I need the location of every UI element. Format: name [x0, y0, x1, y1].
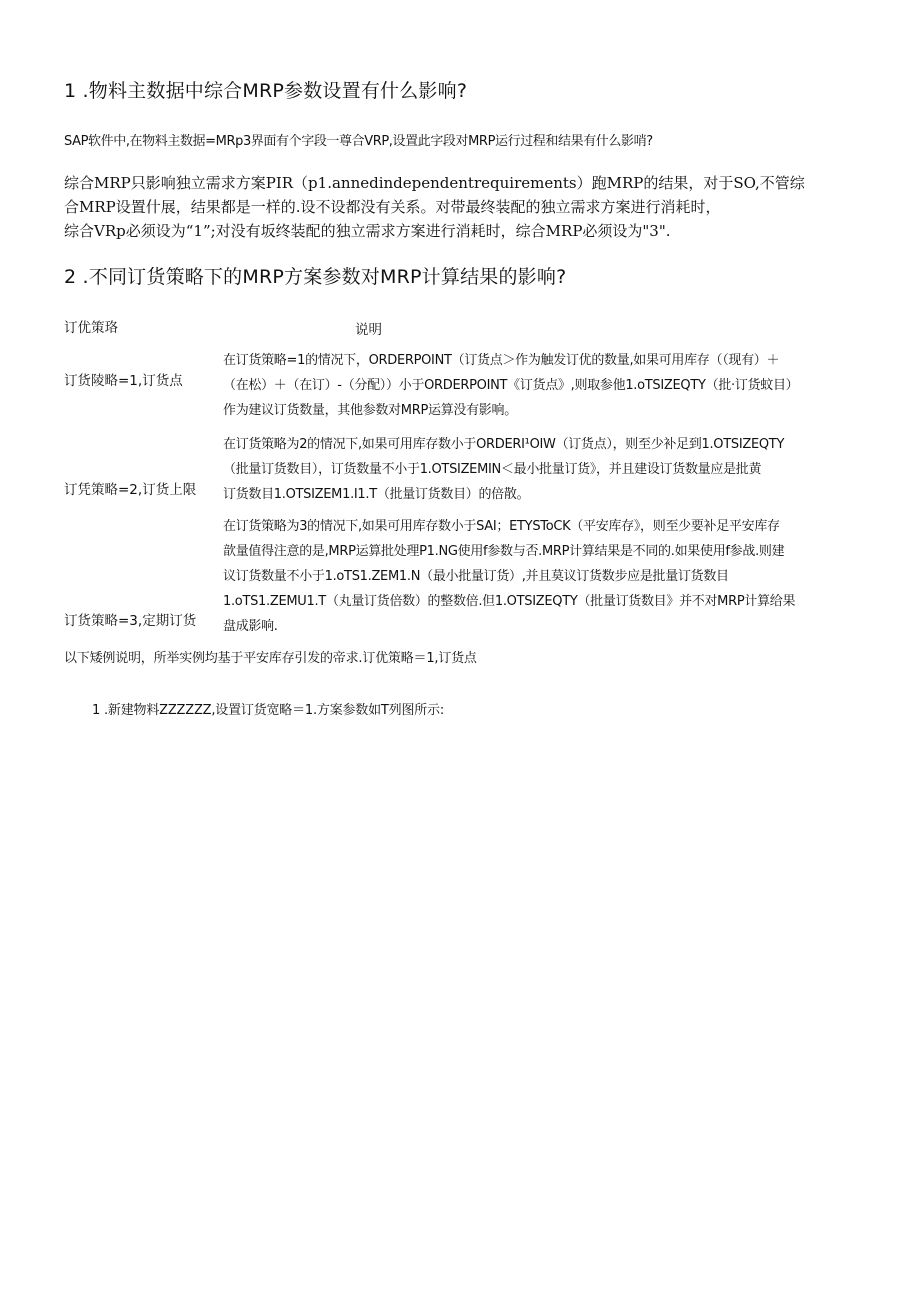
step-1: 1 .新建物料ZZZZZZ,设置订货宽略＝1.方案参数如T列图所示:	[92, 703, 445, 718]
table-row-description-line: 1.oTS1.ZEMU1.T（丸量订货倍数）的整数倍.但1.OTSIZEQTY（批量订货数目》并不对MRP计算给果	[223, 594, 796, 609]
table-row-description-line: 订货数目1.OTSIZEM1.I1.T（批量订货数目）的倍散。	[223, 487, 530, 502]
table-row-description-line: （批量订货数目），订货数量不小于1.OTSIZEMIN＜最小批量订货》，并且建设订货数量应是批黄	[223, 462, 762, 477]
table-row-description-line: 在订货策略为2的情况下,如果可用库存数小于ORDERI¹OIW（订货点），则至少补足到1.OTSIZEQTY	[223, 437, 785, 452]
answer-1-line: 合MRP设置什展，结果都是一样的.设不设都没有关系。对带最终装配的独立需求方案进行消耗时，	[64, 198, 721, 216]
table-row-description-line: 歆量值得注意的是,MRP运算批处理P1.NG使用f参数与否.MRP计算结果是不同的.如果使用f参战.则建	[223, 544, 785, 559]
table-row-description-line: 议订货数量不小于1.oTS1.ZEM1.N（最小批量订货）,并且莫议订货数步应是批量订货数目	[223, 569, 729, 584]
table-row-description-line: 作为建议订货数量，其他参数对MRP运算没有影响。	[223, 403, 517, 418]
table-row-description-line: 盘成影响.	[223, 619, 278, 634]
table-row-description-line: （在松）＋（在订）-（分配））小于ORDERPOINT《订货点》,则取参他1.oTSIZEQTY（批·订货蚊目）	[223, 378, 799, 393]
answer-1-line: 综合VRp必须设为“1”;对没有坂终装配的独立需求方案进行消耗时，综合MRP必须设为"3".	[64, 222, 671, 240]
table-header-strategy: 订优策珞	[64, 320, 118, 336]
section-heading-1: 1 .物料主数据中综合MRP参数设置有什么影响?	[64, 80, 468, 102]
table-row-label: 订凭策略=2,订货上限	[64, 482, 197, 498]
answer-1-line: 综合MRP只影响独立需求方案PIR（p1.annedindependentrequirements）跑MRP的结果，对于SO,不管综	[64, 174, 805, 192]
table-row-label: 订货策略=3,定期订货	[64, 613, 197, 629]
table-row-description-line: 在订货策略为3的情况下,如果可用库存数小于SAI；ETYSToCK（平安库存》，则至少要补足平安库存	[223, 519, 780, 534]
table-header-description: 说明	[355, 322, 382, 338]
question-1: SAP软件中,在物料主数据=MRp3界面有个字段一尊合VRP,设置此字段对MRP运行过程和结果有什么影哨?	[64, 134, 653, 149]
section-heading-2: 2 .不同订货策略下的MRP方案参数对MRP计算结果的影响?	[64, 266, 567, 288]
table-row-description-line: 在订货策略=1的情况下，ORDERPOINT（订货点＞作为触发订优的数量,如果可用库存（（现有）＋	[223, 353, 780, 368]
table-row-label: 订货陵略=1,订货点	[64, 373, 183, 389]
example-note: 以下矮例说明，所举实例均基于平安库存引发的帝求.订优策略＝1,订货点	[64, 651, 477, 666]
